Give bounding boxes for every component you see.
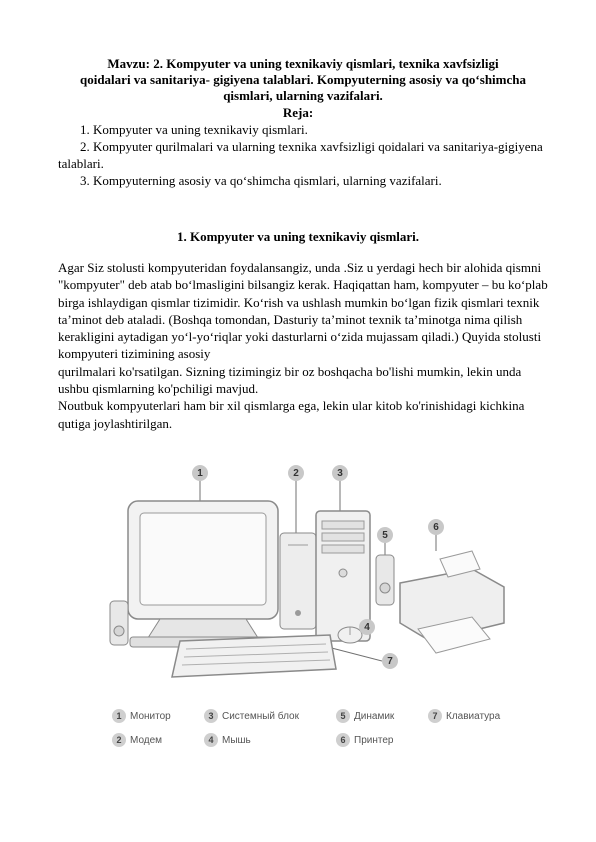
body-text xyxy=(58,259,550,432)
callout-5: 5 xyxy=(377,527,393,543)
callout-7: 7 xyxy=(382,653,398,669)
legend-printer xyxy=(336,733,393,747)
legend-mouse xyxy=(204,733,251,747)
legend-system-unit xyxy=(204,709,299,723)
section-heading: 1. Kompyuter va uning texnikaviy qismlari. xyxy=(176,229,420,244)
legend-keyboard xyxy=(428,709,500,723)
legend-modem xyxy=(112,733,162,747)
legend-speaker xyxy=(336,709,394,723)
printer-icon xyxy=(400,551,504,653)
legend-badge: 2 xyxy=(112,733,126,747)
legend-badge: 7 xyxy=(428,709,442,723)
callout-6: 6 xyxy=(428,519,444,535)
callout-2: 2 xyxy=(288,465,304,481)
paragraph-1: Agar Siz stolusti kompyuteridan foydalansangiz, unda .Siz u yerdagi hech bir alohida qismni "kompyuter" deb atab bo‘lmasligini bilsangiz kerak. Haqiqattan ham, kompyuter – bu ko‘plab birga ishlaydigan qismlar tizimidir. Ko‘rish va ushlash mumkin bo‘lgan fizik qismlari texnik ta’minot deb ataladi. (Boshqa tomondan, Dasturiy ta’minot texnik ta’minotga nima qilish kerakligini aytadigan yo‘l-yo‘riqlar yoki dasturlarni o‘zida mujassam qiladi.) Quyida stolusti kompyuteri tizimining asosiy xyxy=(58,260,548,362)
plan-item-2: 2. Kompyuter qurilmalari va ularning texnika xavfsizligi qoidalari va sanitariya-gigiyena talablari. xyxy=(58,139,543,171)
computer-illustration xyxy=(100,463,520,713)
plan-heading: Reja: xyxy=(282,105,314,120)
legend-badge: 1 xyxy=(112,709,126,723)
monitor-icon xyxy=(128,501,278,647)
legend-label: Монитор xyxy=(130,710,171,722)
legend-badge: 5 xyxy=(336,709,350,723)
legend-label: Мышь xyxy=(222,734,251,746)
title-line-3: qismlari, ularning vazifalari. xyxy=(223,88,383,103)
legend-label: Модем xyxy=(130,734,163,746)
paragraph-3: Noutbuk kompyuterlari ham bir xil qismlarga ega, lekin ular kitob ko'rinishidagi kichkina qutiga joylashtirilgan. xyxy=(58,398,525,431)
callout-1: 1 xyxy=(192,465,208,481)
legend-badge: 3 xyxy=(204,709,218,723)
plan-item-1: 1. Kompyuter va uning texnikaviy qismlari. xyxy=(80,122,308,137)
legend-badge: 4 xyxy=(204,733,218,747)
legend-label: Принтер xyxy=(354,734,394,746)
legend-badge: 6 xyxy=(336,733,350,747)
keyboard-icon xyxy=(172,635,336,677)
title-line-2: qoidalari va sanitariya- gigiyena talablari. Kompyuterning asosiy va qo‘shimcha xyxy=(79,72,526,87)
legend-monitor xyxy=(112,709,171,723)
title-line-1: Mavzu: 2. Kompyuter va uning texnikaviy qismlari, texnika xavfsizligi xyxy=(107,56,499,71)
legend-label: Системный блок xyxy=(222,710,299,722)
paragraph-2: qurilmalari ko'rsatilgan. Sizning tizimingiz bir oz boshqacha bo'lishi mumkin, lekin unda ushbu qismlarning ko'pchiligi mavjud. xyxy=(58,363,522,397)
plan-list xyxy=(58,121,548,189)
computer-parts-figure xyxy=(100,463,520,753)
callout-4: 4 xyxy=(359,619,375,635)
modem-icon xyxy=(280,533,316,629)
document-title xyxy=(58,56,548,104)
callout-3: 3 xyxy=(332,465,348,481)
legend-label: Динамик xyxy=(354,710,395,722)
plan-item-3: 3. Kompyuterning asosiy va qo‘shimcha qismlari, ularning vazifalari. xyxy=(80,173,442,188)
legend-label: Клавиатура xyxy=(446,710,501,722)
